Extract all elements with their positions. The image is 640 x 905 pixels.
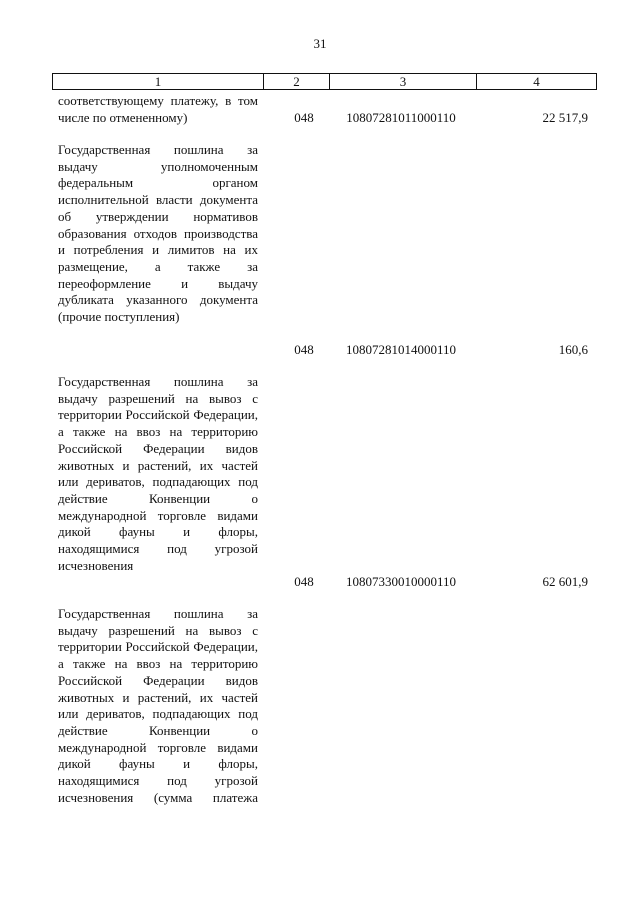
header-col-4: 4 — [533, 74, 540, 89]
header-col-2: 2 — [264, 74, 330, 89]
table-row — [58, 606, 593, 806]
row-description: Государственная пошлина за выдачу разрешений на вывоз с территории Российской Федерации, а также на ввоз на территорию Российской Федерации видов животных и растений, их частей или дериватов, подпадающих под действие Конвенции о международной торговле видами дикой фауны и флоры, находящимися под угрозой исчезновения — [58, 374, 258, 573]
row-admin-code: 048 — [294, 574, 314, 589]
page-number: 31 — [313, 36, 327, 51]
table-row — [58, 142, 593, 357]
row-amount: 160,6 — [558, 342, 588, 357]
table-header — [52, 73, 597, 90]
row-description: соответствующему платежу, в том числе по отмененному) — [58, 93, 258, 125]
table-row — [58, 93, 593, 126]
row-kbk-code: 10807281014000110 — [345, 342, 457, 357]
row-kbk-code: 10807281011000110 — [346, 109, 456, 125]
header-col-1: 1 — [53, 74, 264, 89]
row-admin-code: 048 — [294, 109, 314, 125]
row-amount: 62 601,9 — [542, 574, 588, 589]
header-col-3: 3 — [330, 74, 477, 89]
row-admin-code: 048 — [294, 342, 314, 357]
row-description: Государственная пошлина за выдачу разрешений на вывоз с территории Российской Федерации, а также на ввоз на территорию Российской Федерации видов животных и растений, их частей или дериватов, подпадающих под действие Конвенции о международной торговле видами дикой фауны и флоры, находящимися под угрозой исчезновения (сумма платежа — [58, 606, 258, 805]
row-description: Государственная пошлина за выдачу уполномоченным федеральным органом исполнительной власти документа об утверждении нормативов образования отходов производства и потребления и лимитов на их размещение, а также за переоформление и выдачу дубликата указанного документа (прочие поступления) — [58, 142, 258, 325]
table-row — [58, 374, 593, 589]
row-amount: 22 517,9 — [542, 109, 588, 125]
row-kbk-code: 10807330010000110 — [345, 574, 457, 589]
